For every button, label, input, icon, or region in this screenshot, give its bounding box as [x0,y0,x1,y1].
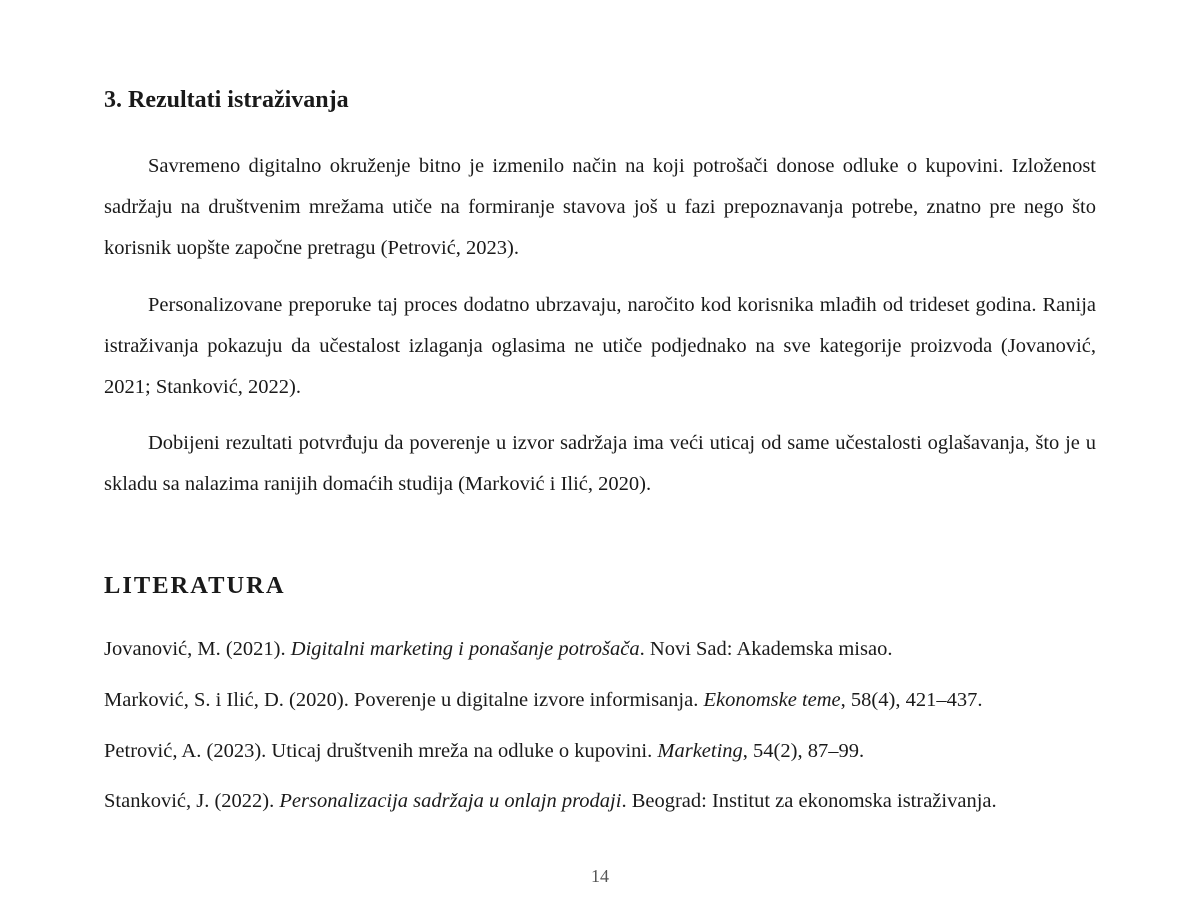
body-paragraph: Dobijeni rezultati potvrđuju da poverenje u izvor sadržaja ima veći uticaj od same učestalosti oglašavanja, što je u skladu sa nalazima ranijih domaćih studija (Marković i Ilić, 2020). [104,432,1096,495]
reference-text: . Beograd: Institut za ekonomska istraživanja. [621,790,997,812]
reference-text: Marković, S. i Ilić, D. (2020). Poverenje u digitalne izvore informisanja. [104,689,704,711]
literature-heading: LITERATURA [104,572,286,599]
reference-text: , 58(4), 421–437. [840,689,983,711]
section-heading: 3. Rezultati istraživanja [104,87,349,113]
reference-title-italic: Digitalni marketing i ponašanje potrošača [290,638,640,660]
reference-text: Stanković, J. (2022). [104,790,280,812]
reference-title-italic: Personalizacija sadržaja u onlajn prodaji [279,790,622,812]
body-paragraph: Personalizovane preporuke taj proces dodatno ubrzavaju, naročito kod korisnika mlađih od trideset godina. Ranija istraživanja pokazuju da učestalost izlaganja oglasima ne utiče podjednako na sve kategorije proizvoda (Jovanović, 2021; Stanković, 2022). [104,294,1096,398]
reference-entry [104,737,864,765]
reference-entry [104,686,982,714]
document-page [104,0,1096,900]
body-paragraph: Savremeno digitalno okruženje bitno je izmenilo način na koji potrošači donose odluke o kupovini. Izloženost sadržaju na društvenim mrežama utiče na formiranje stavova još u fazi prepoznavanja potrebe, znatno pre nego što korisnik uopšte započne pretragu (Petrović, 2023). [104,155,1096,259]
reference-journal-italic: Ekonomske teme [703,689,841,711]
page-number: 14 [591,866,609,886]
reference-journal-italic: Marketing [657,740,743,762]
reference-text: . Novi Sad: Akademska misao. [639,638,893,660]
reference-text: Jovanović, M. (2021). [104,638,291,660]
reference-entry [104,787,997,815]
reference-entry [104,635,892,663]
reference-text: , 54(2), 87–99. [742,740,865,762]
reference-text: Petrović, A. (2023). Uticaj društvenih mreža na odluke o kupovini. [104,740,658,762]
